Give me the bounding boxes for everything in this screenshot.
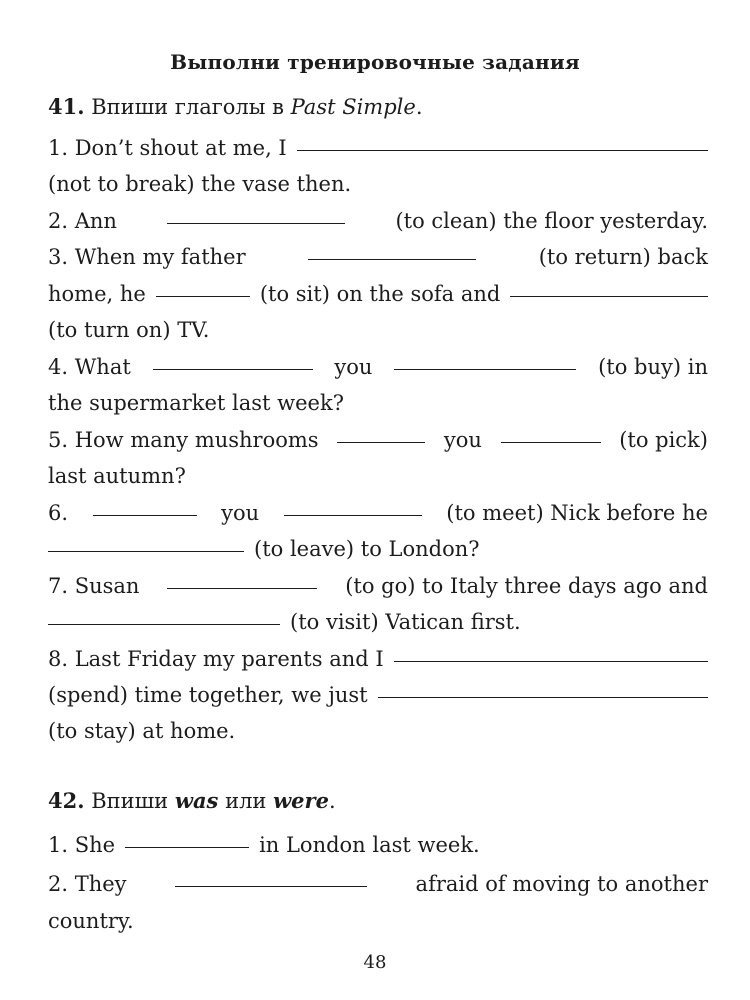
answer-blank[interactable] <box>125 847 249 848</box>
sentence-6-line-1 <box>48 498 708 528</box>
answer-blank[interactable] <box>93 515 197 516</box>
instruction-term: Past Simple <box>290 95 416 119</box>
exercise-41-instruction <box>48 92 708 122</box>
instruction-word-was: was <box>174 788 219 813</box>
sentence-8-line-1 <box>48 644 708 674</box>
sentence-text: (to return) back <box>538 245 708 269</box>
sentence-text: (to pick) <box>619 428 708 452</box>
exercise-number: 42. <box>48 788 85 813</box>
sentence-text: you <box>221 501 260 525</box>
sentence-text: 8. Last Friday my parents and I <box>48 647 384 671</box>
sentence-4-line-2: the supermarket last week? <box>48 391 344 415</box>
sentence-text: 7. Susan <box>48 574 140 598</box>
answer-blank[interactable] <box>156 296 250 297</box>
sentence-8-line-3: (to stay) at home. <box>48 719 236 743</box>
ex42-sentence-2-line-1 <box>48 869 708 899</box>
sentence-text: (to clean) the floor yesterday. <box>395 209 708 233</box>
sentence-2 <box>48 206 708 236</box>
answer-blank[interactable] <box>501 442 601 443</box>
instruction-punct: . <box>415 95 423 119</box>
sentence-text: 2. They <box>48 872 127 896</box>
sentence-text: 1. She <box>48 833 116 857</box>
sentence-3-line-3: (to turn on) TV. <box>48 318 210 342</box>
sentence-3-line-2 <box>48 279 708 309</box>
exercise-42-instruction <box>48 786 708 816</box>
answer-blank[interactable] <box>167 588 317 589</box>
answer-blank[interactable] <box>297 150 708 151</box>
sentence-text: in London last week. <box>259 833 480 857</box>
sentence-text: (to meet) Nick before he <box>446 501 708 525</box>
instruction-punct: . <box>328 789 336 813</box>
sentence-text: (to visit) Vatican first. <box>290 610 521 634</box>
sentence-text: 5. How many mushrooms <box>48 428 319 452</box>
sentence-8-line-2 <box>48 680 708 710</box>
answer-blank[interactable] <box>308 259 476 260</box>
sentence-text: you <box>443 428 482 452</box>
sentence-5-line-1 <box>48 425 708 455</box>
page-number: 48 <box>363 952 387 973</box>
page-heading: Выполни тренировочные задания <box>170 50 580 74</box>
sentence-text: (to leave) to London? <box>254 537 480 561</box>
answer-blank[interactable] <box>167 223 345 224</box>
sentence-3-line-1 <box>48 242 708 272</box>
answer-blank[interactable] <box>175 886 367 887</box>
sentence-7-line-1 <box>48 571 708 601</box>
sentence-text: you <box>334 355 373 379</box>
sentence-text: 1. Don’t shout at me, I <box>48 136 287 160</box>
sentence-text: afraid of moving to another <box>415 872 708 896</box>
instruction-text: Впиши <box>91 789 169 813</box>
sentence-6-line-2 <box>48 534 708 564</box>
sentence-text: (to sit) on the sofa and <box>259 282 501 306</box>
sentence-5-line-2: last autumn? <box>48 464 186 488</box>
sentence-1-line-2: (not to break) the vase then. <box>48 172 352 196</box>
instruction-conj: или <box>225 789 267 813</box>
answer-blank[interactable] <box>48 551 244 552</box>
sentence-7-line-2 <box>48 607 708 637</box>
ex42-sentence-1 <box>48 830 708 860</box>
instruction-word-were: were <box>273 788 329 813</box>
answer-blank[interactable] <box>378 697 708 698</box>
sentence-text: 6. <box>48 501 69 525</box>
sentence-text: (to buy) in <box>598 355 708 379</box>
answer-blank[interactable] <box>337 442 425 443</box>
instruction-text: Впиши глаголы в <box>91 95 284 119</box>
answer-blank[interactable] <box>510 296 708 297</box>
sentence-1-line-1 <box>48 133 708 163</box>
answer-blank[interactable] <box>48 624 280 625</box>
sentence-text: 3. When my father <box>48 245 246 269</box>
sentence-text: 4. What <box>48 355 131 379</box>
answer-blank[interactable] <box>394 661 708 662</box>
sentence-text: 2. Ann <box>48 209 117 233</box>
answer-blank[interactable] <box>394 369 576 370</box>
sentence-text: home, he <box>48 282 146 306</box>
answer-blank[interactable] <box>284 515 422 516</box>
sentence-4-line-1 <box>48 352 708 382</box>
sentence-text: (to go) to Italy three days ago and <box>345 574 708 598</box>
exercise-number: 41. <box>48 94 85 119</box>
sentence-text: (spend) time together, we just <box>48 683 368 707</box>
answer-blank[interactable] <box>153 369 313 370</box>
ex42-sentence-2-line-2: country. <box>48 909 134 933</box>
